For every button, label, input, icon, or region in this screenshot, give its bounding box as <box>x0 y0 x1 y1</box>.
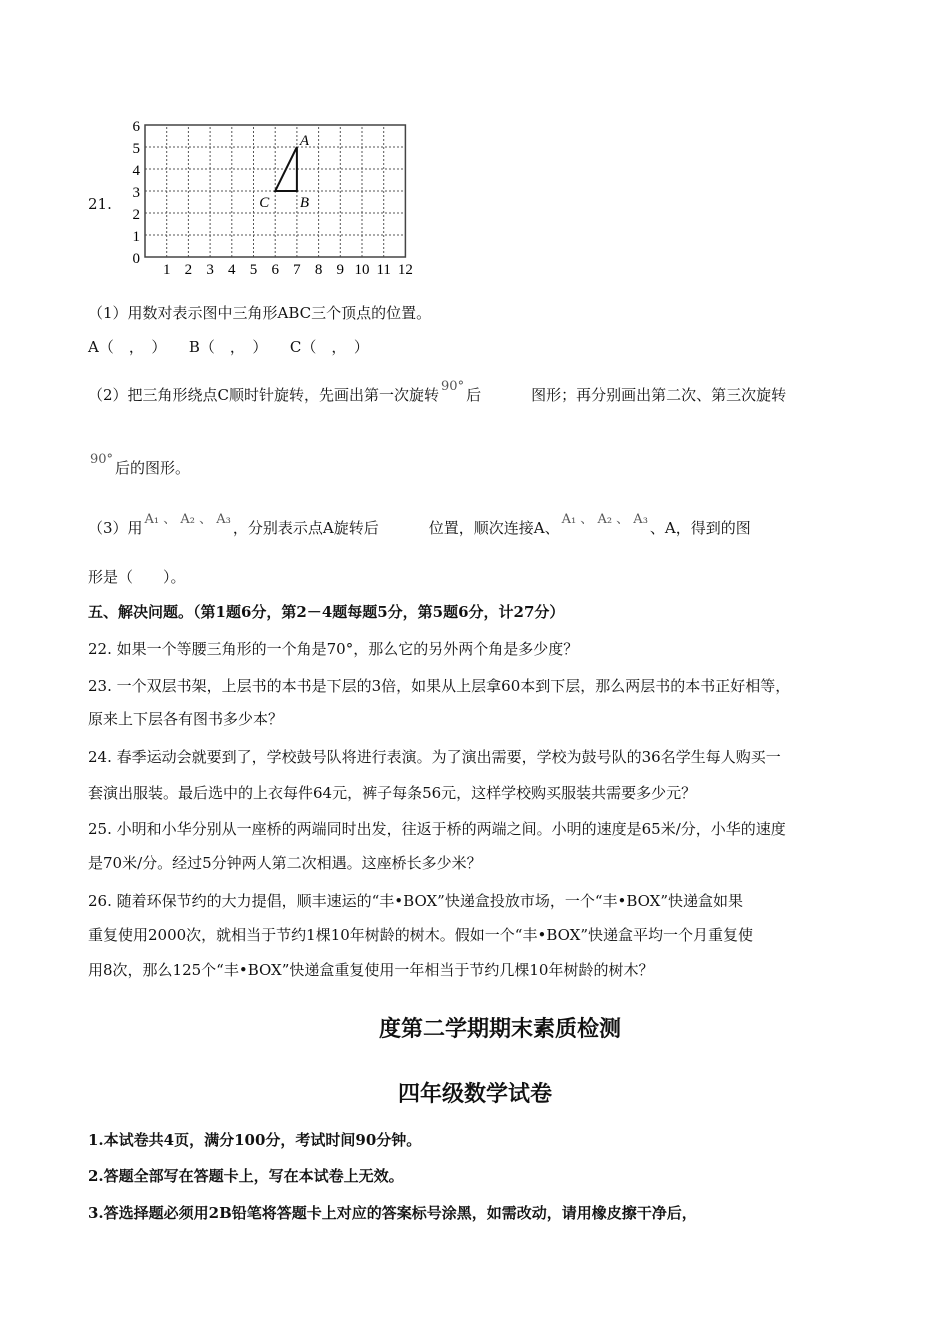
q21-part3-cont: 形是（ ）。 <box>88 568 186 586</box>
x-tick-label: 7 <box>293 262 301 278</box>
vertex-label-c: C <box>259 195 270 211</box>
x-tick-label: 10 <box>354 262 370 278</box>
note-2: 2.答题全部写在答题卡上，写在本试卷上无效。 <box>88 1167 404 1185</box>
vertex-label-a: A <box>299 133 310 149</box>
x-tick-label: 4 <box>228 262 236 278</box>
question-line: 重复使用2000次，就相当于节约1棵10年树龄的树木。假如一个“丰•BOX”快递盒平均一个月重复使 <box>88 926 754 944</box>
y-tick-label: 6 <box>132 119 140 135</box>
x-tick-label: 1 <box>162 262 171 278</box>
points: A₁ 、 A₂ 、 A₃ <box>561 512 648 527</box>
q21-part3 <box>88 512 751 540</box>
exam-subtitle: 四年级数学试卷 <box>397 1081 552 1107</box>
q21-part2-cont <box>88 452 191 480</box>
question-line: 26. 随着环保节约的大力提倡，顺丰速运的“丰•BOX”快递盒投放市场，一个“丰•BOX”快递盒如果 <box>88 892 744 910</box>
x-tick-label: 12 <box>397 262 413 278</box>
y-tick-label: 2 <box>132 207 140 223</box>
text: ，分别表示点A旋转后 <box>232 519 379 537</box>
y-tick-label: 4 <box>132 163 140 179</box>
question-line: 25. 小明和小华分别从一座桥的两端同时出发，往返于桥的两端之间。小明的速度是65米/分，小华的速度 <box>88 820 786 838</box>
text: （2）把三角形绕点C顺时针旋转，先画出第一次旋转 <box>88 386 440 404</box>
text: 图形；再分别画出第二次、第三次旋转 <box>531 386 787 404</box>
section-heading: 五、解决问题。（第1题6分，第2－4题每题5分，第5题6分，计27分） <box>88 603 565 621</box>
text: 后 <box>466 386 482 404</box>
text: 、A，得到的图 <box>649 519 751 537</box>
question-number: 21. <box>88 195 112 213</box>
x-tick-label: 2 <box>184 262 193 278</box>
text: 位置，顺次连接A、 <box>428 519 560 537</box>
question-line: 22. 如果一个等腰三角形的一个角是70°，那么它的另外两个角是多少度？ <box>88 640 579 658</box>
coordinate-grid <box>88 112 428 282</box>
degree: 90° <box>90 452 114 467</box>
degree: 90° <box>441 379 465 394</box>
question-line: 套演出服装。最后选中的上衣每件64元，裤子每条56元，这样学校购买服装共需要多少元？ <box>88 784 697 802</box>
exam-title: 度第二学期期末素质检测 <box>378 1016 621 1042</box>
note-3: 3.答选择题必须用2B铅笔将答题卡上对应的答案标号涂黑，如需改动，请用橡皮擦干净后， <box>88 1204 697 1222</box>
y-tick-label: 5 <box>132 141 140 157</box>
y-tick-label: 1 <box>132 229 140 245</box>
question-line: 原来上下层各有图书多少本？ <box>88 710 284 728</box>
x-tick-label: 11 <box>376 262 391 278</box>
q21-part2 <box>88 379 787 407</box>
x-tick-label: 9 <box>336 262 345 278</box>
question-line: 是70米/分。经过5分钟两人第二次相遇。这座桥长多少米？ <box>88 854 482 872</box>
x-tick-label: 3 <box>206 262 214 278</box>
question-line: 用8次，那么125个“丰•BOX”快递盒重复使用一年相当于节约几棵10年树龄的树木？ <box>88 961 654 979</box>
text: 后的图形。 <box>115 459 191 477</box>
y-tick-label: 0 <box>132 251 140 267</box>
x-tick-label: 6 <box>271 262 279 278</box>
x-tick-label: 8 <box>314 262 323 278</box>
q21-part1: （1）用数对表示图中三角形ABC三个顶点的位置。 <box>88 304 432 322</box>
text: （3）用 <box>88 519 143 537</box>
points: A₁ 、 A₂ 、 A₃ <box>144 512 231 527</box>
question-line: 23. 一个双层书架，上层书的本书是下层的3倍，如果从上层拿60本到下层，那么两层书的本书正好相等， <box>88 677 791 695</box>
q21-part1-answers: A（ ， ） B（ ， ） C（ ， ） <box>88 338 369 356</box>
x-tick-label: 5 <box>249 262 258 278</box>
note-1: 1.本试卷共4页，满分100分，考试时间90分钟。 <box>88 1131 422 1149</box>
y-tick-label: 3 <box>132 185 140 201</box>
question-line: 24. 春季运动会就要到了，学校鼓号队将进行表演。为了演出需要，学校为鼓号队的36名学生每人购买一 <box>88 748 781 766</box>
vertex-label-b: B <box>299 195 310 211</box>
